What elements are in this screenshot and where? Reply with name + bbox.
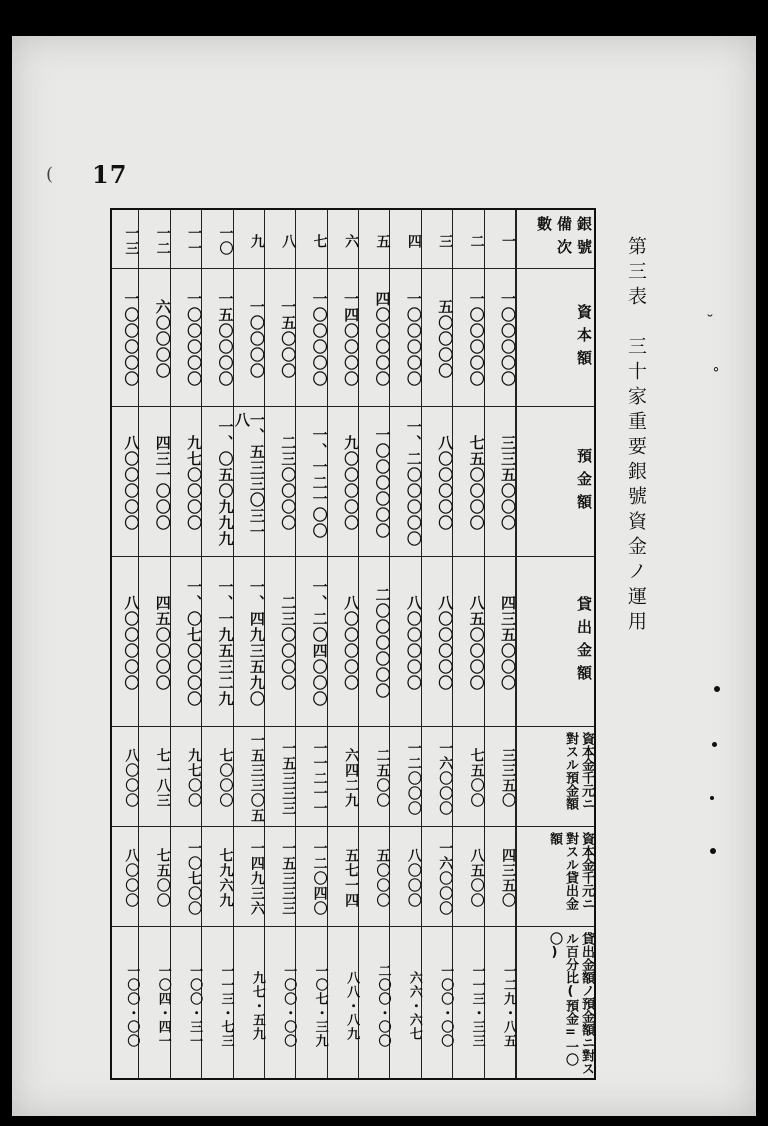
table-cell: 九〇〇〇〇〇: [342, 435, 361, 531]
row-number: 八: [280, 233, 297, 249]
table-row: [202, 210, 233, 1078]
table-cell: 四三一〇〇〇: [153, 435, 172, 531]
table-cell: 二三〇〇〇〇: [279, 595, 298, 691]
table-cell: 一〇〇・三一: [187, 964, 203, 1048]
table-cell: 一、一九五三二九: [216, 579, 235, 707]
margin-dot: [714, 686, 720, 692]
table-row: [108, 210, 139, 1078]
data-table: [110, 208, 596, 1080]
table-cell: 一〇四・四一: [155, 964, 171, 1048]
table-cell: 四三五〇〇〇: [498, 595, 517, 691]
table-cell: 八〇〇〇〇〇: [436, 595, 455, 691]
table-cell: 一〇〇〇〇〇: [185, 291, 204, 387]
table-row: [265, 210, 296, 1078]
header-cell: 銀號備次數: [535, 216, 593, 262]
row-number: 九: [248, 233, 265, 249]
table-cell: 三三五〇: [499, 748, 516, 808]
row-number: 六: [343, 233, 360, 249]
table-cell: 一〇〇・〇〇: [281, 964, 297, 1048]
table-cell: 一二九・八五: [500, 964, 516, 1048]
row-number: 四: [405, 233, 422, 249]
row-number: 一: [499, 233, 516, 249]
table-cell: 二〇〇〇〇〇〇: [373, 587, 392, 699]
table-cell: 八〇〇〇〇〇: [404, 595, 423, 691]
table-cell: 八五〇〇: [468, 848, 485, 908]
margin-dot: [712, 742, 717, 747]
margin-tick: ˚: [712, 366, 720, 385]
table-cell: 一、二〇〇〇〇〇: [404, 419, 423, 547]
table-cell: 八〇〇〇〇〇: [342, 595, 361, 691]
scanned-page: [12, 36, 756, 1116]
table-cell: 一〇〇・〇〇: [438, 964, 454, 1048]
table-cell: 六四二九: [343, 748, 360, 808]
table-row: [296, 210, 327, 1078]
header-cell: 資本金千元ニ對スル貸出金額: [547, 832, 594, 910]
header-column: [516, 210, 594, 1078]
table-row: [359, 210, 390, 1078]
table-cell: 一、一二一〇〇: [310, 427, 329, 539]
table-cell: 一二〇〇〇: [405, 740, 422, 816]
table-cell: 一五〇〇〇: [279, 299, 298, 379]
table-cell: 一一二一一: [311, 740, 328, 816]
table-cell: 八五〇〇〇〇: [467, 595, 486, 691]
table-cell: 八〇〇〇: [405, 848, 422, 908]
table-cell: 五〇〇〇〇: [436, 299, 455, 379]
table-cell: 九七〇〇: [186, 748, 203, 808]
table-cell: 二五〇〇: [374, 748, 391, 808]
table-cell: 一〇〇・〇〇: [124, 964, 140, 1048]
row-number: 七: [311, 233, 328, 249]
table-cell: 四〇〇〇〇〇: [373, 291, 392, 387]
table-cell: 八八・八九: [344, 971, 360, 1041]
table-cell: 一、二〇四〇〇〇: [310, 579, 329, 707]
row-number: 五: [374, 233, 391, 249]
row-number: 一〇: [217, 226, 234, 256]
margin-dot: [710, 796, 714, 800]
table-cell: 九七・五九: [249, 971, 265, 1041]
table-row: [328, 210, 359, 1078]
table-cell: 八〇〇〇〇〇: [122, 595, 141, 691]
margin-dot: [710, 848, 716, 854]
table-cell: 一〇〇〇〇〇: [467, 291, 486, 387]
row-number: 一二: [154, 226, 171, 256]
band-divider: [112, 268, 594, 269]
table-row: [234, 210, 265, 1078]
table-cell: 八〇〇〇〇〇: [122, 435, 141, 531]
margin-tick: ˘: [706, 312, 714, 331]
table-cell: 一〇〇〇〇〇: [122, 291, 141, 387]
table-cell: 九七〇〇〇〇: [185, 435, 204, 531]
table-cell: 四五〇〇〇〇: [153, 595, 172, 691]
table-cell: 一、〇七〇〇〇〇: [185, 579, 204, 707]
row-number: 二: [468, 233, 485, 249]
table-cell: 二三〇〇〇〇: [279, 435, 298, 531]
table-cell: 七九六九: [217, 848, 234, 908]
table-cell: 三三五〇〇〇: [498, 435, 517, 531]
band-divider: [112, 406, 594, 407]
band-divider: [112, 726, 594, 727]
table-cell: 八〇〇〇: [123, 748, 140, 808]
table-cell: 八〇〇〇: [123, 848, 140, 908]
page-number: 17: [92, 160, 128, 189]
table-cell: 一四〇〇〇〇: [342, 291, 361, 387]
table-row: [485, 210, 516, 1078]
band-divider: [112, 556, 594, 557]
page-margin-mark: (: [46, 164, 54, 185]
table-cell: 七〇〇〇: [217, 748, 234, 808]
table-cell: 一一三・七三: [218, 964, 234, 1048]
table-cell: 一五三三〇五: [248, 733, 265, 823]
table-cell: 四三五〇: [499, 848, 516, 908]
table-cell: 七五〇〇: [468, 748, 485, 808]
table-cell: 一〇〇〇〇: [247, 299, 266, 379]
header-cell: 資本額: [575, 303, 593, 373]
table-cell: 二〇〇・〇〇: [375, 964, 391, 1048]
table-cell: 一五三三三: [280, 840, 297, 916]
table-cell: 六〇〇〇〇: [153, 299, 172, 379]
table-cell: 一五三三三: [280, 740, 297, 816]
table-row: [139, 210, 170, 1078]
header-cell: 貸出金額ノ預金額ニ對スル百分比(預金=一〇〇): [547, 932, 594, 1075]
table-cell: 一〇七・三九: [312, 964, 328, 1048]
table-title: 第三表 三十家重要銀號資金ノ運用: [625, 236, 647, 636]
table-row: [422, 210, 453, 1078]
band-divider: [112, 826, 594, 827]
table-cell: 六六・六七: [406, 971, 422, 1041]
table-cell: 一一三・三三: [469, 964, 485, 1048]
table-cell: 一〇〇〇〇〇〇: [373, 427, 392, 539]
header-cell: 資本金千元ニ對スル預金額: [563, 732, 594, 810]
table-cell: 一、五三三〇三一八: [232, 412, 266, 540]
table-cell: 一〇〇〇〇〇: [498, 291, 517, 387]
table-cell: 七五〇〇〇〇: [467, 435, 486, 531]
table-cell: 一六〇〇〇: [437, 840, 454, 916]
table-cell: 七一八三: [154, 748, 171, 808]
table-cell: 五〇〇〇: [374, 848, 391, 908]
row-number: 一一: [186, 226, 203, 256]
table-cell: 一、四九三五九〇: [247, 579, 266, 707]
table-row: [171, 210, 202, 1078]
table-cell: 一四九三六: [248, 840, 265, 916]
header-cell: 貸出金額: [575, 596, 593, 688]
table-cell: 一五〇〇〇〇: [216, 291, 235, 387]
table-cell: 七五〇〇: [154, 848, 171, 908]
table-cell: 八〇〇〇〇〇: [436, 435, 455, 531]
row-number: 三: [437, 233, 454, 249]
table-cell: 一〇〇〇〇〇: [310, 291, 329, 387]
row-number: 一三: [123, 226, 140, 256]
table-cell: 一、〇五〇九九九: [216, 419, 235, 547]
band-divider: [112, 926, 594, 927]
table-cell: 一六〇〇〇: [437, 740, 454, 816]
header-cell: 預金額: [575, 447, 593, 517]
table-row: [390, 210, 421, 1078]
table-cell: 一〇〇〇〇〇: [404, 291, 423, 387]
table-row: [453, 210, 484, 1078]
table-cell: 五七一四: [343, 848, 360, 908]
table-cell: 一二〇四〇: [311, 840, 328, 916]
table-cell: 一〇七〇〇: [186, 840, 203, 916]
